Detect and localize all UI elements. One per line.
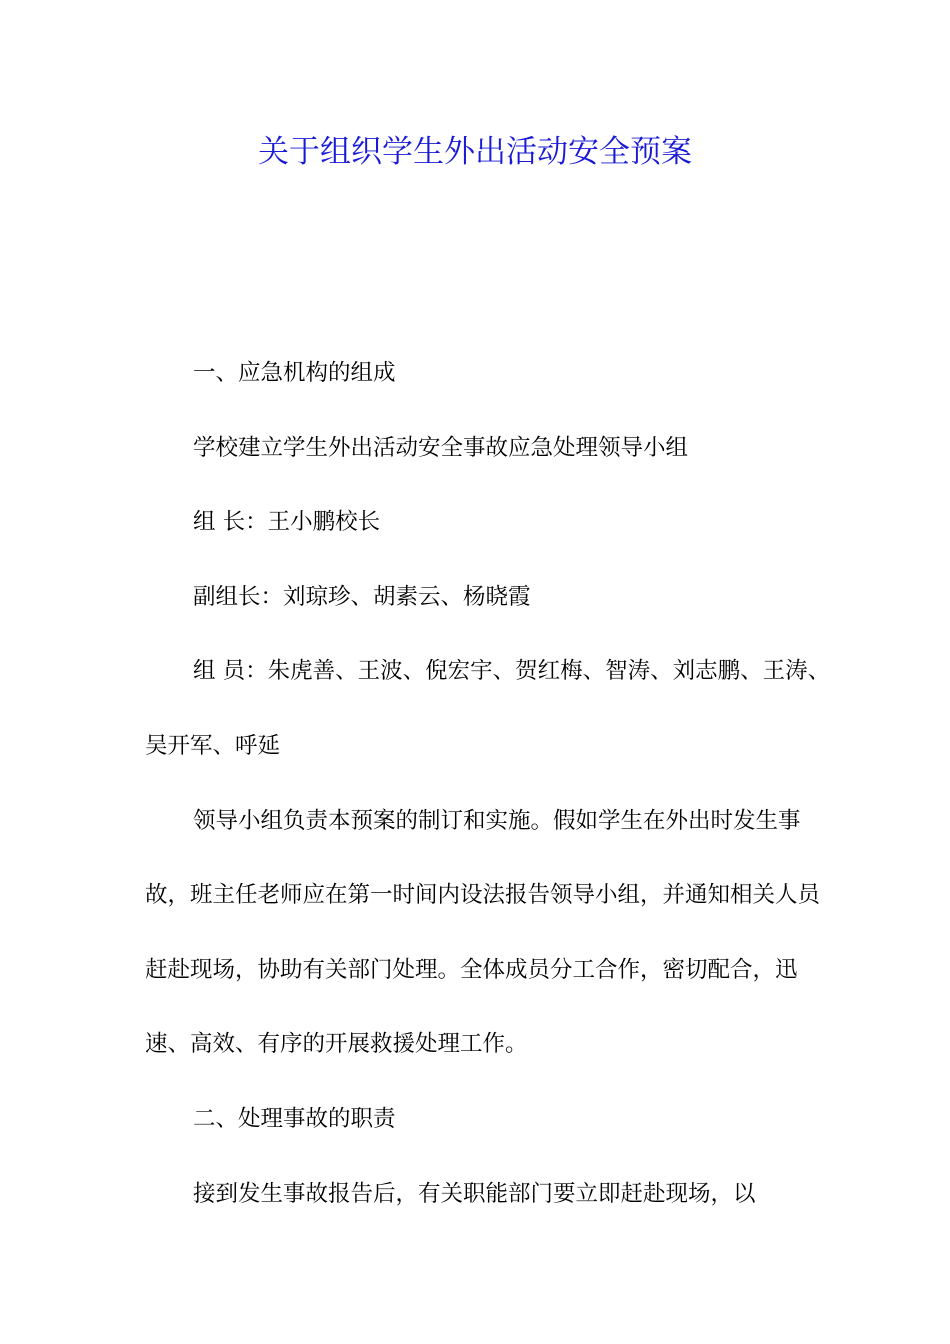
paragraph-accident-report: 接到发生事故报告后，有关职能部门要立即赶赴现场，以 [193, 1180, 756, 1207]
section-heading-1: 一、应急机构的组成 [193, 360, 396, 386]
paragraph-deputy-leaders: 副组长：刘琼珍、胡素云、杨晓霞 [193, 583, 531, 610]
document-title: 关于组织学生外出活动安全预案 [258, 134, 692, 170]
paragraph-responsibilities: 领导小组负责本预案的制订和实施。假如学生在外出时发生事故，班主任老师应在第一时间内设法报告领导小组，并通知相关人员赶赴现场，协助有关部门处理。全体成员分工合作，密切配合，迅速、高效、有序的开展救援处理工作。 [145, 807, 821, 1058]
paragraph-leadership-group: 学校建立学生外出活动安全事故应急处理领导小组 [193, 434, 689, 461]
document-body [145, 336, 835, 1231]
paragraph-members: 组 员：朱虎善、王波、倪宏宇、贺红梅、智涛、刘志鹏、王涛、吴开军、呼延 [145, 658, 831, 759]
section-heading-2: 二、处理事故的职责 [193, 1105, 396, 1132]
paragraph-group-leader: 组 长：王小鹏校长 [193, 509, 381, 536]
